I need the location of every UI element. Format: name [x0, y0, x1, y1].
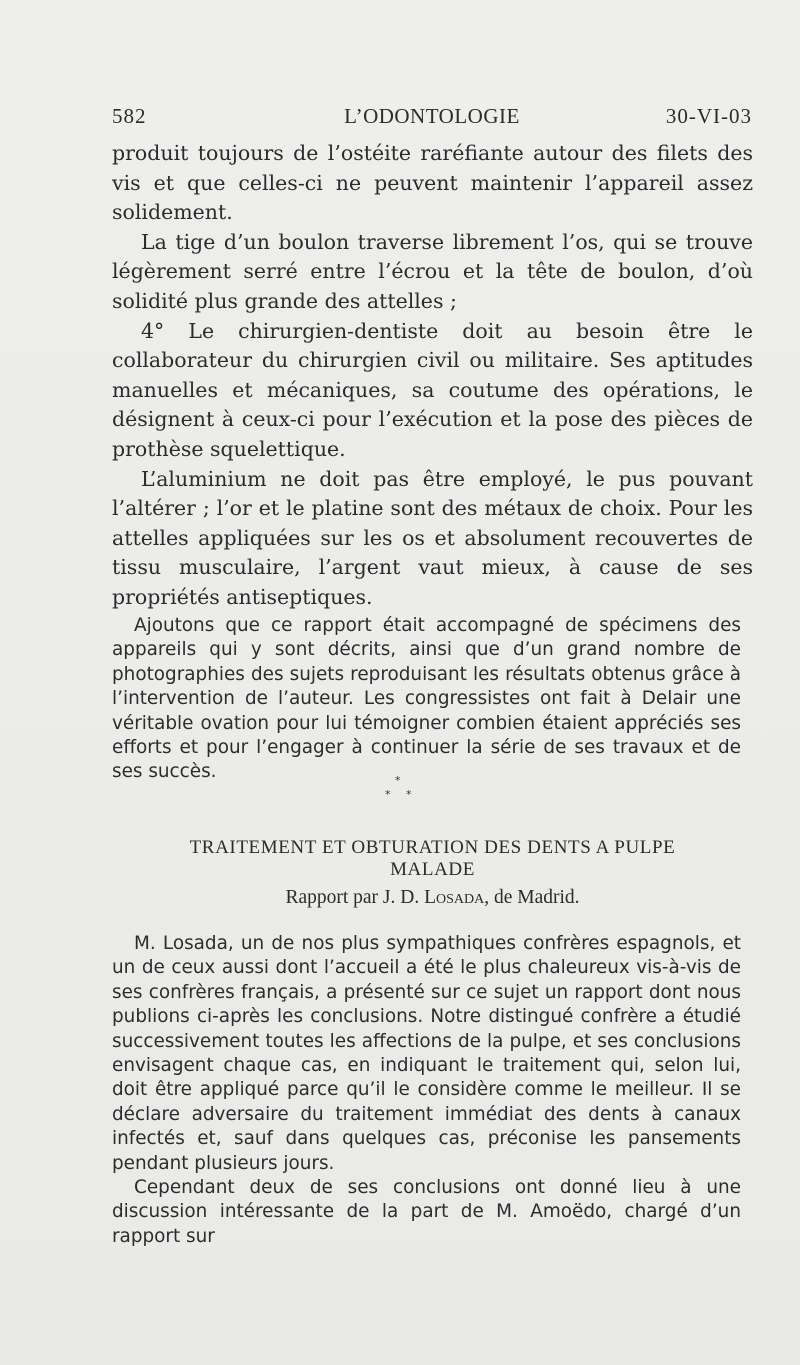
- author-name: Losada: [424, 887, 485, 908]
- running-header: [112, 104, 752, 132]
- section-title-line: TRAITEMENT ET OBTURATION DES DENTS A PULPE: [189, 837, 676, 858]
- issue-date: 30-VI-03: [665, 104, 752, 128]
- asterism-star: *: [385, 788, 391, 801]
- paragraph: L’aluminium ne doit pas être employé, le pus pouvant l’altérer ; l’or et le platine sont des métaux de choix. Pour les attelles appliquées sur les os et absolument recouvertes de tissu musculaire, l’argent vaut mieux, à cause de ses propriétés antiseptiques.: [112, 466, 753, 609]
- page-number: 582: [112, 104, 147, 128]
- paragraph: Cependant deux de ses conclusions ont donné lieu à une discussion intéressante de la part de M. Amoëdo, chargé d’un rapport sur: [112, 1177, 741, 1247]
- note-text: [112, 614, 741, 785]
- paragraph: produit toujours de l’ostéite raréfiante autour des filets des vis et que celles-ci ne peuvent maintenir l’appareil assez solidement.: [112, 141, 753, 225]
- paragraph: Ajoutons que ce rapport était accompagné de spécimens des appareils qui y sont décrits, ainsi que d’un grand nombre de photographies des sujets reproduisant les résultats obtenus grâce à l’intervention de l’auteur. Les congressistes ont fait à Delair une véritable ovation pour lui témoigner combien étaient appréciés ses efforts et pour l’engager à continuer la série de ses travaux et de ses succès.: [112, 615, 741, 783]
- byline-suffix: , de Madrid.: [484, 887, 580, 908]
- journal-title: L’ODONTOLOGIE: [344, 104, 520, 128]
- section-title-line: MALADE: [390, 859, 475, 880]
- asterism-star: *: [406, 788, 412, 801]
- main-text: [112, 139, 753, 613]
- byline-prefix: Rapport par J. D.: [285, 887, 425, 908]
- section-title: [112, 837, 753, 881]
- section-text: [112, 932, 741, 1249]
- paragraph: M. Losada, un de nos plus sympathiques confrères espagnols, et un de ceux aussi dont l’accueil a été le plus chaleureux vis-à-vis de ses confrères français, a présenté sur ce sujet un rapport dont nous publions ci-après les conclusions. Notre distingué confrère a étudié successivement toutes les affections de la pulpe, et ses conclusions envisagent chaque cas, en indiquant le traitement qui, selon lui, doit être appliqué parce qu’il le considère comme le meilleur. Il se déclare adversaire du traitement immédiat des dents à canaux infectés et, sauf dans quelques cas, préconise les pansements pendant plusieurs jours.: [112, 933, 741, 1174]
- paragraph: La tige d’un boulon traverse librement l’os, qui se trouve légèrement serré entre l’écrou et la tête de boulon, d’où solidité plus grande des attelles ;: [112, 229, 753, 313]
- asterism-separator: [380, 774, 460, 814]
- asterism-star: *: [395, 774, 401, 787]
- paragraph: 4° Le chirurgien-dentiste doit au besoin être le collaborateur du chirurgien civil ou militaire. Ses aptitudes manuelles et mécaniques, sa coutume des opérations, le désignent à ceux-ci pour l’exécution et la pose des pièces de prothèse squelettique.: [112, 318, 753, 461]
- report-byline: [112, 887, 753, 909]
